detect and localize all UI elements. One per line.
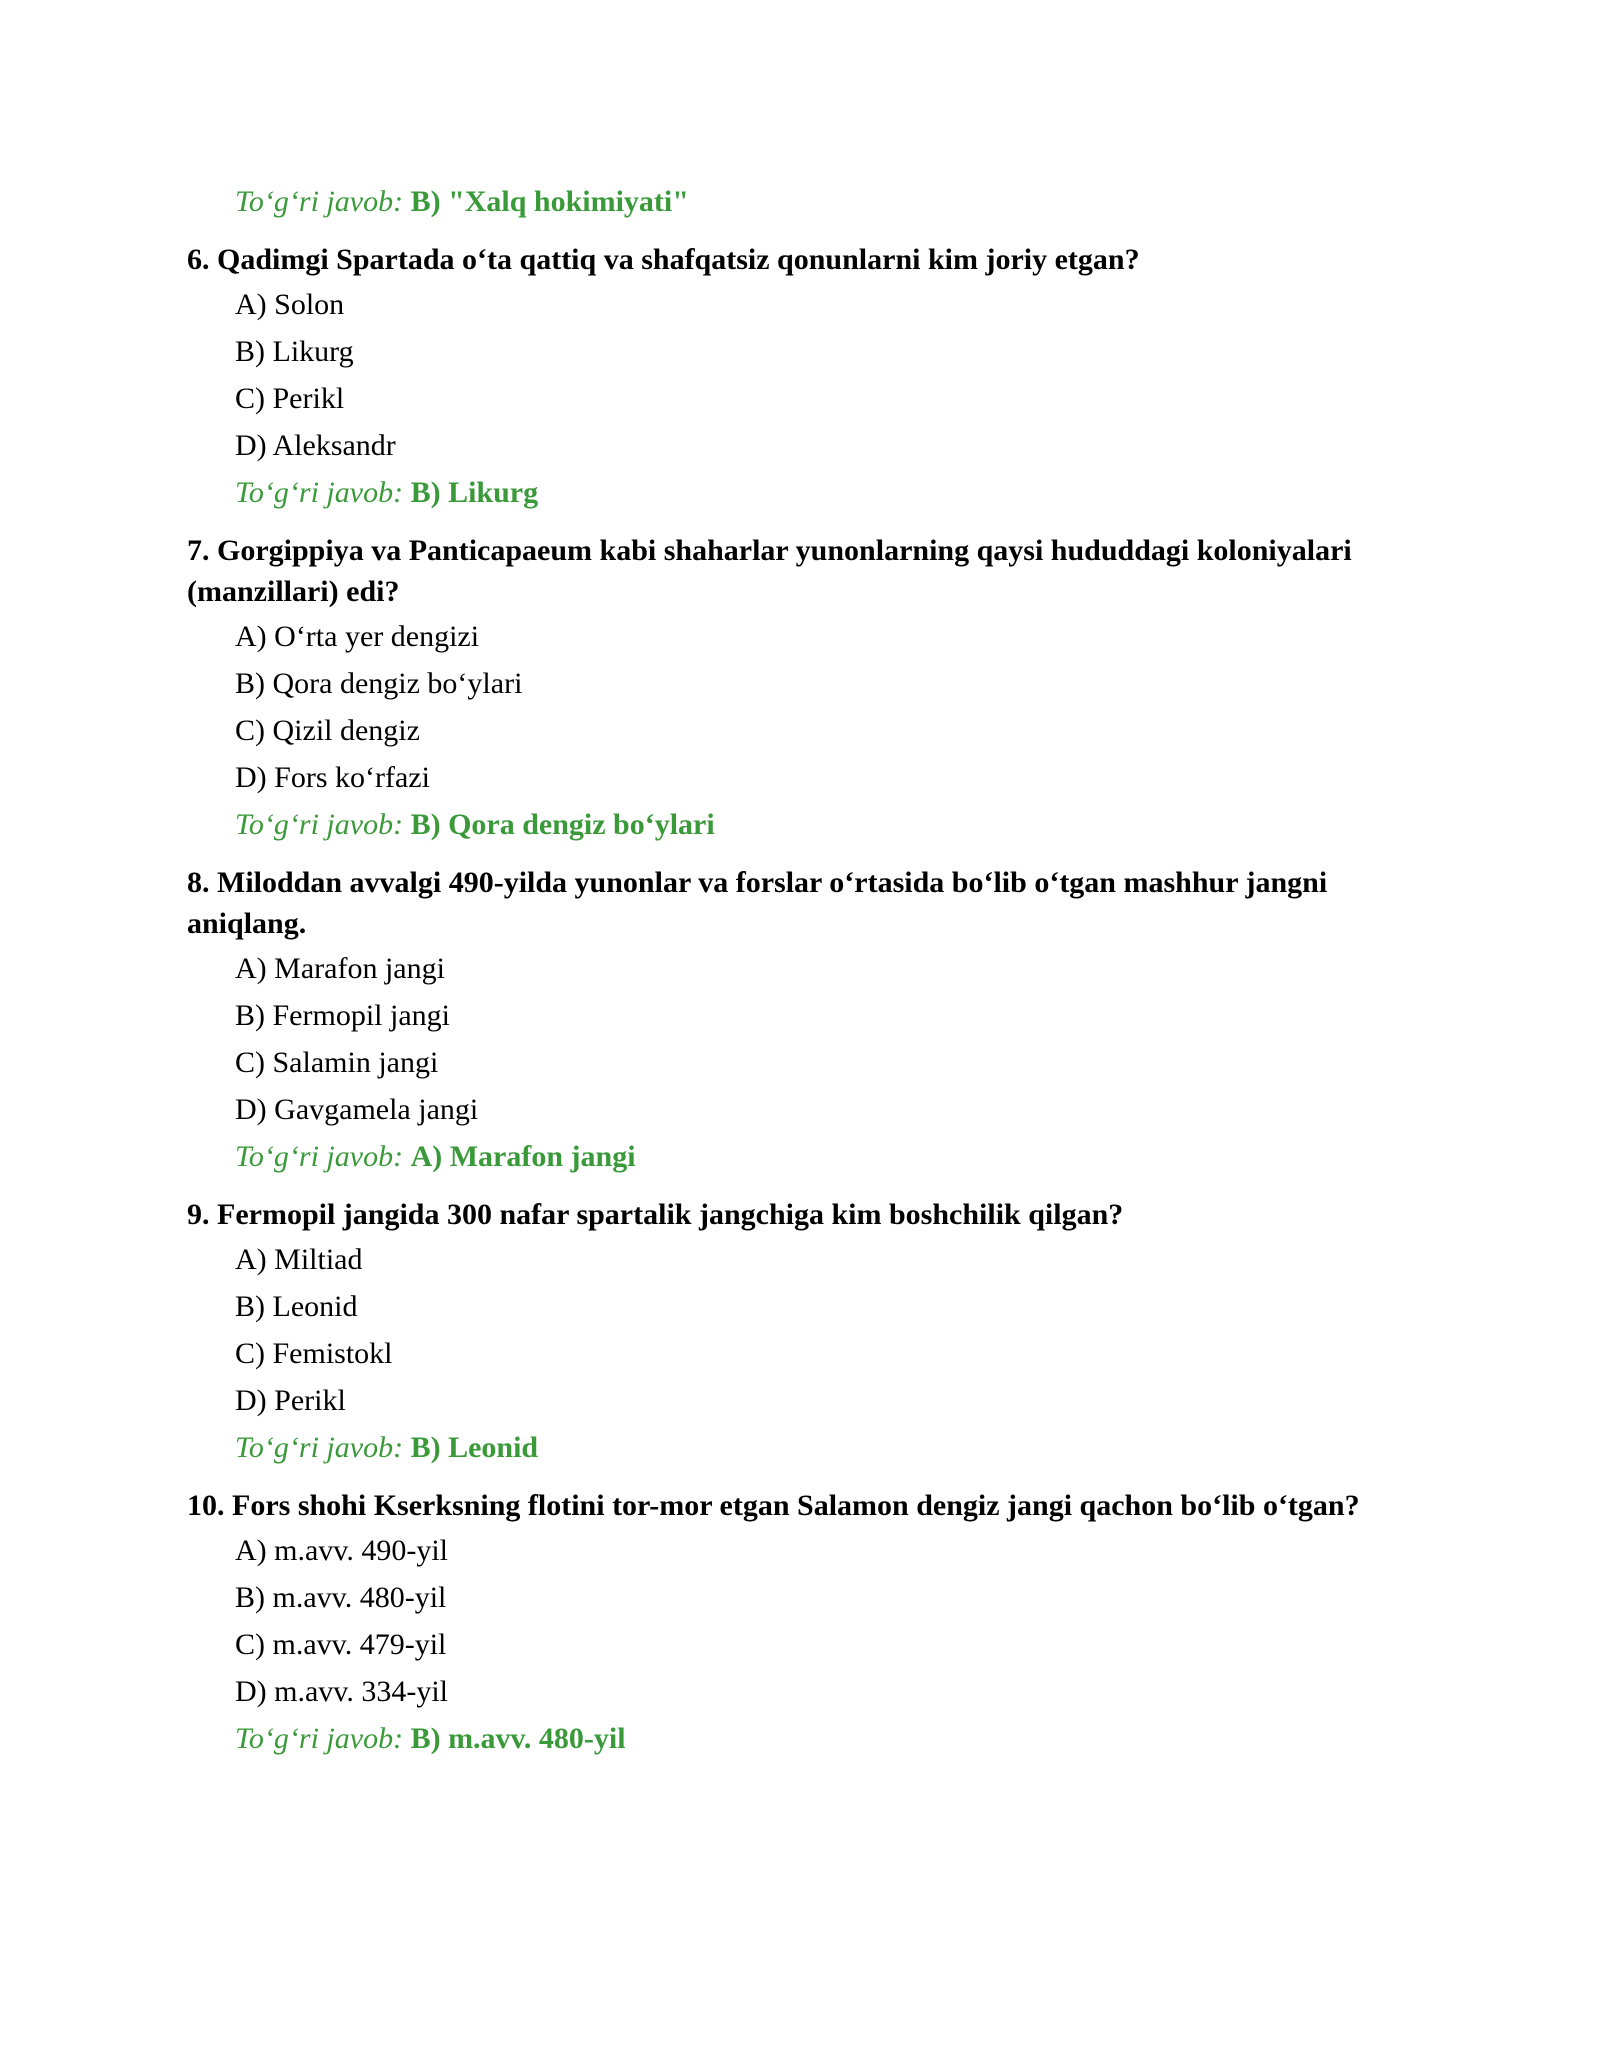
answer-label: To‘g‘ri javob: [235,185,404,218]
options-list [235,1241,1427,1429]
question-block-6 [187,239,1427,520]
option-c: C) m.avv. 479-yil [235,1628,447,1661]
option-d: D) Aleksandr [235,429,396,462]
option-c: C) Salamin jangi [235,1046,439,1079]
options-list [235,286,1427,474]
answer-line [235,806,1427,852]
answer-value: B) m.avv. 480-yil [410,1722,626,1755]
options-list [235,618,1427,806]
option-a: A) Marafon jangi [235,952,445,985]
option-b: B) Fermopil jangi [235,999,450,1032]
answer-value: B) "Xalq hokimiyati" [410,185,689,218]
option-d: D) m.avv. 334-yil [235,1675,449,1708]
answer-line-5 [235,183,1427,229]
question-block-9 [187,1194,1427,1475]
question-block-10 [187,1485,1427,1766]
option-b: B) Leonid [235,1290,358,1323]
option-d: D) Perikl [235,1384,346,1417]
answer-label: To‘g‘ri javob: [235,1431,404,1464]
option-d: D) Gavgamela jangi [235,1093,479,1126]
option-b: B) m.avv. 480-yil [235,1581,447,1614]
answer-line [235,1720,1427,1766]
document-page [187,183,1427,1766]
question-text: 8. Miloddan avvalgi 490-yilda yunonlar va forslar o‘rtasida bo‘lib o‘tgan mashhur jangni aniqlang. [187,866,1328,940]
option-b: B) Likurg [235,335,354,368]
option-a: A) Miltiad [235,1243,363,1276]
question-text: 7. Gorgippiya va Panticapaeum kabi shaharlar yunonlarning qaysi hududdagi koloniyalari (manzillari) edi? [187,534,1352,608]
options-list [235,1532,1427,1720]
option-d: D) Fors ko‘rfazi [235,761,430,794]
answer-line [235,1138,1427,1184]
question-block-7 [187,530,1427,852]
answer-line [235,1429,1427,1475]
question-text: 10. Fors shohi Kserksning flotini tor-mor etgan Salamon dengiz jangi qachon bo‘lib o‘tgan? [187,1489,1360,1522]
answer-value: B) Likurg [410,476,539,509]
answer-value: A) Marafon jangi [410,1140,636,1173]
question-block-8 [187,862,1427,1184]
option-a: A) Solon [235,288,345,321]
answer-value: B) Leonid [410,1431,539,1464]
option-a: A) m.avv. 490-yil [235,1534,449,1567]
option-c: C) Femistokl [235,1337,393,1370]
answer-label: To‘g‘ri javob: [235,1722,404,1755]
option-c: C) Perikl [235,382,345,415]
question-text: 9. Fermopil jangida 300 nafar spartalik jangchiga kim boshchilik qilgan? [187,1198,1124,1231]
answer-label: To‘g‘ri javob: [235,808,404,841]
answer-label: To‘g‘ri javob: [235,1140,404,1173]
option-b: B) Qora dengiz bo‘ylari [235,667,523,700]
answer-label: To‘g‘ri javob: [235,476,404,509]
answer-line [235,474,1427,520]
answer-value: B) Qora dengiz bo‘ylari [410,808,715,841]
option-c: C) Qizil dengiz [235,714,420,747]
question-text: 6. Qadimgi Spartada o‘ta qattiq va shafqatsiz qonunlarni kim joriy etgan? [187,243,1140,276]
options-list [235,950,1427,1138]
option-a: A) O‘rta yer dengizi [235,620,480,653]
